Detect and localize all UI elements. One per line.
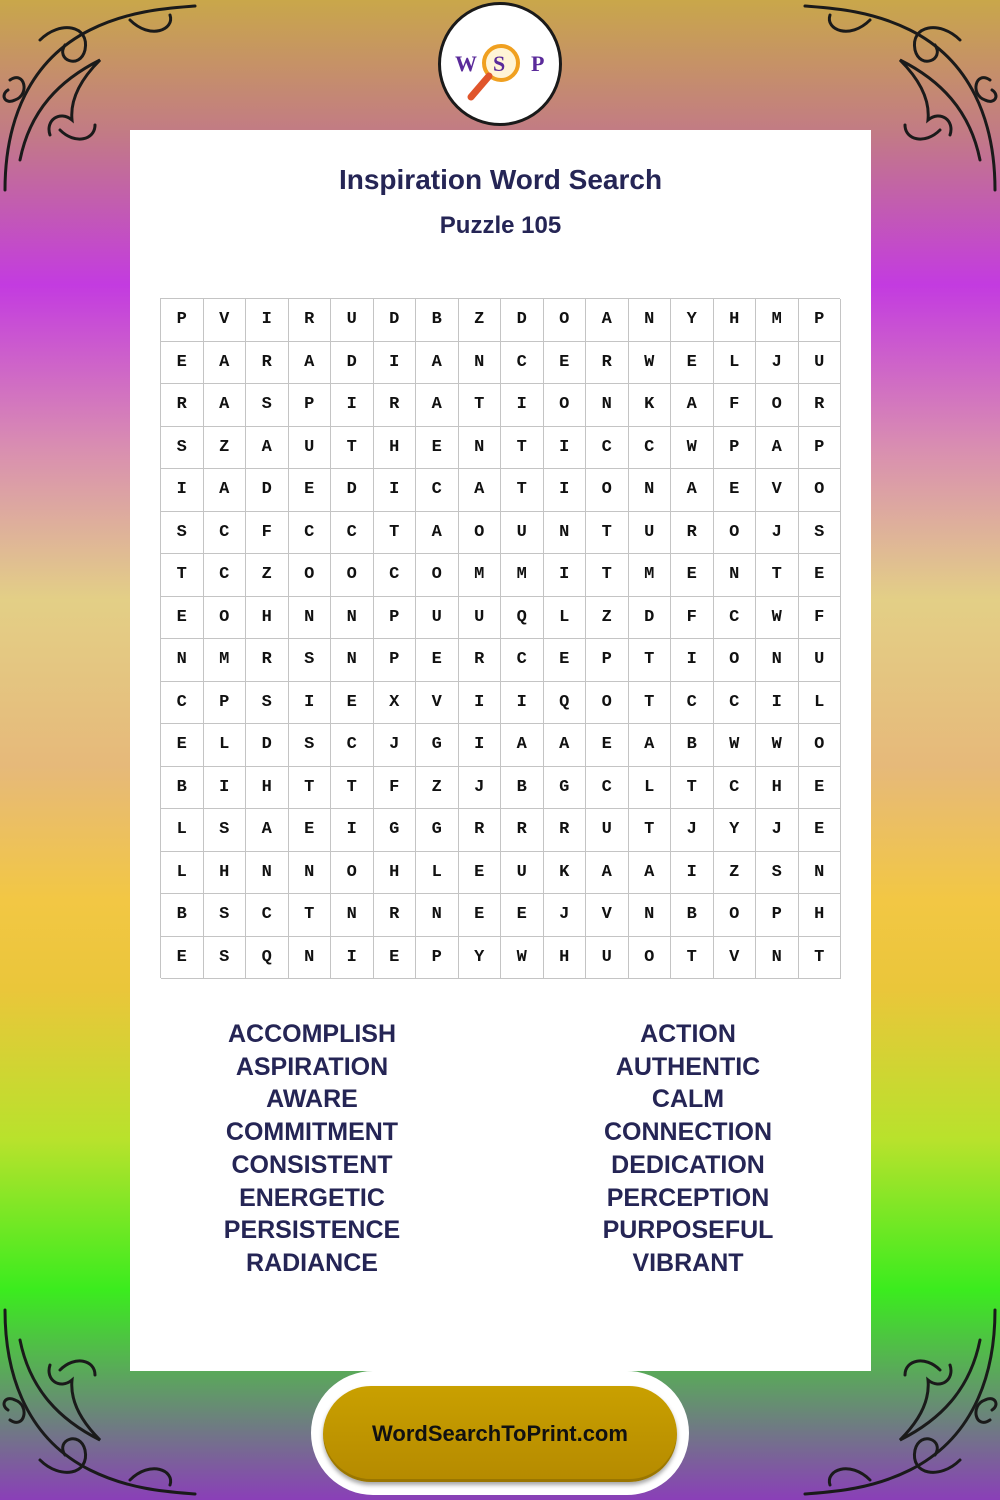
grid-cell: P (586, 639, 629, 682)
grid-cell: R (374, 384, 417, 427)
grid-cell: O (714, 512, 757, 555)
grid-cell: Z (246, 554, 289, 597)
grid-cell: S (204, 894, 247, 937)
grid-cell: S (289, 724, 332, 767)
page-title: Inspiration Word Search (338, 164, 663, 195)
grid-cell: N (799, 852, 842, 895)
grid-cell: I (501, 384, 544, 427)
grid-cell: Y (671, 299, 714, 342)
grid-cell: R (544, 809, 587, 852)
grid-cell: H (544, 937, 587, 980)
grid-cell: P (161, 299, 204, 342)
grid-cell: E (374, 937, 417, 980)
grid-cell: A (629, 724, 672, 767)
grid-cell: Z (586, 597, 629, 640)
grid-cell: U (586, 937, 629, 980)
grid-cell: M (459, 554, 502, 597)
grid-cell: W (714, 724, 757, 767)
word-list-item: CONNECTION (603, 1118, 773, 1147)
word-list-item: PERCEPTION (606, 1183, 770, 1212)
grid-cell: F (714, 384, 757, 427)
grid-cell: G (416, 809, 459, 852)
grid-cell: A (501, 724, 544, 767)
grid-cell: P (799, 299, 842, 342)
word-list-right (538, 1018, 838, 1280)
grid-cell: R (799, 384, 842, 427)
grid-cell: V (714, 937, 757, 980)
grid-cell: O (459, 512, 502, 555)
grid-cell: O (756, 384, 799, 427)
grid-cell: R (501, 809, 544, 852)
grid-cell: S (161, 427, 204, 470)
grid-cell: P (289, 384, 332, 427)
grid-cell: V (756, 469, 799, 512)
grid-cell: C (161, 682, 204, 725)
grid-cell: N (459, 427, 502, 470)
grid-cell: C (586, 767, 629, 810)
grid-cell: D (246, 469, 289, 512)
grid-cell: R (374, 894, 417, 937)
word-list-item: RADIANCE (246, 1248, 378, 1277)
grid-cell: S (799, 512, 842, 555)
grid-cell: E (714, 469, 757, 512)
grid-cell: O (629, 937, 672, 980)
grid-cell: T (459, 384, 502, 427)
grid-cell: J (374, 724, 417, 767)
word-list-item: DEDICATION (611, 1150, 765, 1179)
grid-cell: P (714, 427, 757, 470)
grid-cell: O (416, 554, 459, 597)
grid-cell: T (161, 554, 204, 597)
grid-cell: W (501, 937, 544, 980)
grid-cell: O (586, 682, 629, 725)
grid-cell: N (161, 639, 204, 682)
grid-cell: B (416, 299, 459, 342)
grid-cell: N (714, 554, 757, 597)
grid-cell: U (799, 639, 842, 682)
grid-cell: C (501, 639, 544, 682)
word-list-item: ACCOMPLISH (227, 1020, 397, 1048)
grid-cell: U (289, 427, 332, 470)
grid-cell: T (629, 809, 672, 852)
grid-cell: O (204, 597, 247, 640)
grid-cell: O (331, 852, 374, 895)
grid-cell: I (544, 554, 587, 597)
grid-cell: N (289, 937, 332, 980)
grid-cell: M (629, 554, 672, 597)
grid-cell: I (331, 384, 374, 427)
grid-cell: N (629, 469, 672, 512)
grid-cell: C (331, 724, 374, 767)
grid-cell: P (416, 937, 459, 980)
grid-cell: M (204, 639, 247, 682)
grid-cell: F (799, 597, 842, 640)
grid-cell: P (204, 682, 247, 725)
grid-cell: D (501, 299, 544, 342)
grid-cell: U (459, 597, 502, 640)
grid-cell: N (756, 639, 799, 682)
grid-cell: J (756, 512, 799, 555)
grid-cell: N (331, 639, 374, 682)
grid-cell: T (799, 937, 842, 980)
grid-cell: B (161, 894, 204, 937)
grid-cell: H (756, 767, 799, 810)
grid-cell: O (799, 724, 842, 767)
grid-cell: E (459, 894, 502, 937)
grid-cell: E (799, 809, 842, 852)
grid-cell: E (671, 554, 714, 597)
grid-cell: Z (459, 299, 502, 342)
grid-cell: S (246, 682, 289, 725)
grid-cell: L (799, 682, 842, 725)
grid-cell: O (799, 469, 842, 512)
magnifier-icon (441, 5, 559, 123)
grid-cell: A (246, 427, 289, 470)
grid-cell: E (799, 554, 842, 597)
grid-cell: P (756, 894, 799, 937)
grid-cell: I (671, 639, 714, 682)
grid-cell: E (289, 469, 332, 512)
word-list-item: CONSISTENT (231, 1150, 393, 1179)
grid-cell: J (756, 809, 799, 852)
grid-cell: T (331, 767, 374, 810)
grid-cell: C (586, 427, 629, 470)
grid-cell: U (331, 299, 374, 342)
logo-letter-s: S (493, 51, 506, 76)
grid-cell: S (161, 512, 204, 555)
logo-letter-p: P (531, 51, 545, 76)
puzzle-card (130, 130, 871, 1371)
grid-cell: I (246, 299, 289, 342)
grid-cell: A (459, 469, 502, 512)
grid-cell: U (501, 852, 544, 895)
grid-cell: I (459, 724, 502, 767)
grid-cell: E (161, 937, 204, 980)
grid-cell: L (629, 767, 672, 810)
grid-cell: O (586, 469, 629, 512)
word-list-item: PERSISTENCE (223, 1216, 401, 1245)
grid-cell: D (331, 469, 374, 512)
grid-cell: W (629, 342, 672, 385)
grid-cell: M (501, 554, 544, 597)
grid-cell: V (586, 894, 629, 937)
grid-cell: C (204, 512, 247, 555)
grid-cell: A (586, 852, 629, 895)
grid-cell: E (161, 342, 204, 385)
grid-cell: A (416, 342, 459, 385)
grid-cell: I (501, 682, 544, 725)
grid-cell: H (246, 767, 289, 810)
grid-cell: W (671, 427, 714, 470)
grid-cell: U (416, 597, 459, 640)
grid-cell: Q (246, 937, 289, 980)
grid-cell: G (416, 724, 459, 767)
grid-cell: H (374, 427, 417, 470)
word-list-item: PURPOSEFUL (602, 1216, 774, 1245)
grid-cell: A (671, 384, 714, 427)
grid-cell: E (416, 639, 459, 682)
grid-cell: F (374, 767, 417, 810)
grid-cell: K (629, 384, 672, 427)
grid-cell: L (544, 597, 587, 640)
grid-cell: X (374, 682, 417, 725)
grid-cell: C (714, 767, 757, 810)
grid-cell: N (246, 852, 289, 895)
grid-cell: B (671, 894, 714, 937)
grid-cell: N (586, 384, 629, 427)
grid-cell: U (586, 809, 629, 852)
grid-cell: E (586, 724, 629, 767)
grid-cell: T (756, 554, 799, 597)
word-list-item: ASPIRATION (235, 1052, 389, 1081)
grid-cell: H (374, 852, 417, 895)
grid-cell: N (331, 597, 374, 640)
grid-cell: L (161, 852, 204, 895)
grid-cell: Y (714, 809, 757, 852)
grid-cell: R (671, 512, 714, 555)
grid-cell: U (629, 512, 672, 555)
grid-cell: A (756, 427, 799, 470)
grid-cell: T (289, 894, 332, 937)
grid-cell: P (374, 597, 417, 640)
logo-letter-w: W (455, 51, 477, 76)
grid-cell: I (331, 937, 374, 980)
grid-cell: T (374, 512, 417, 555)
grid-cell: I (204, 767, 247, 810)
grid-cell: C (671, 682, 714, 725)
grid-cell: J (756, 342, 799, 385)
grid-cell: T (331, 427, 374, 470)
grid-cell: F (671, 597, 714, 640)
grid-cell: E (331, 682, 374, 725)
grid-cell: R (459, 639, 502, 682)
grid-cell: E (289, 809, 332, 852)
grid-cell: V (204, 299, 247, 342)
grid-cell: T (629, 639, 672, 682)
grid-cell: C (629, 427, 672, 470)
grid-cell: A (586, 299, 629, 342)
grid-cell: B (501, 767, 544, 810)
grid-cell: F (246, 512, 289, 555)
grid-cell: T (671, 767, 714, 810)
word-list-item: ENERGETIC (239, 1183, 385, 1212)
grid-cell: C (289, 512, 332, 555)
grid-cell: N (289, 852, 332, 895)
grid-cell: S (289, 639, 332, 682)
grid-cell: O (714, 639, 757, 682)
grid-cell: U (501, 512, 544, 555)
grid-cell: I (544, 427, 587, 470)
grid-cell: S (246, 384, 289, 427)
grid-cell: T (671, 937, 714, 980)
grid-cell: D (246, 724, 289, 767)
word-list-item: COMMITMENT (225, 1118, 399, 1147)
grid-cell: T (289, 767, 332, 810)
word-list-left (162, 1018, 462, 1280)
grid-cell: M (756, 299, 799, 342)
grid-cell: N (331, 894, 374, 937)
site-logo[interactable] (438, 2, 562, 126)
grid-cell: J (671, 809, 714, 852)
grid-cell: J (459, 767, 502, 810)
grid-cell: J (544, 894, 587, 937)
grid-cell: Q (544, 682, 587, 725)
grid-cell: O (331, 554, 374, 597)
grid-cell: W (756, 597, 799, 640)
grid-cell: C (246, 894, 289, 937)
grid-cell: L (416, 852, 459, 895)
grid-cell: E (799, 767, 842, 810)
grid-cell: T (501, 469, 544, 512)
grid-cell: W (756, 724, 799, 767)
grid-cell: I (756, 682, 799, 725)
grid-cell: C (501, 342, 544, 385)
grid-cell: A (204, 384, 247, 427)
grid-cell: I (331, 809, 374, 852)
grid-cell: N (416, 894, 459, 937)
grid-cell: T (586, 554, 629, 597)
grid-cell: Z (416, 767, 459, 810)
grid-cell: S (204, 937, 247, 980)
puzzle-number: Puzzle 105 (439, 212, 562, 239)
grid-cell: N (289, 597, 332, 640)
grid-cell: A (204, 469, 247, 512)
grid-cell: Q (501, 597, 544, 640)
grid-cell: D (374, 299, 417, 342)
grid-cell: I (289, 682, 332, 725)
grid-cell: H (246, 597, 289, 640)
grid-cell: E (416, 427, 459, 470)
grid-cell: E (544, 342, 587, 385)
grid-cell: N (629, 894, 672, 937)
grid-cell: L (204, 724, 247, 767)
grid-cell: O (289, 554, 332, 597)
grid-cell: C (714, 597, 757, 640)
grid-cell: I (544, 469, 587, 512)
grid-cell: B (161, 767, 204, 810)
grid-cell: N (544, 512, 587, 555)
word-list-item: AWARE (266, 1085, 358, 1114)
word-list-item: CALM (651, 1085, 725, 1114)
grid-cell: Z (714, 852, 757, 895)
grid-cell: N (459, 342, 502, 385)
grid-cell: A (289, 342, 332, 385)
grid-cell: O (544, 299, 587, 342)
grid-cell: E (161, 724, 204, 767)
grid-cell: E (459, 852, 502, 895)
grid-cell: Y (459, 937, 502, 980)
grid-cell: L (161, 809, 204, 852)
grid-cell: H (714, 299, 757, 342)
grid-cell: E (671, 342, 714, 385)
grid-cell: R (246, 639, 289, 682)
grid-cell: A (246, 809, 289, 852)
grid-cell: C (331, 512, 374, 555)
grid-cell: A (416, 512, 459, 555)
grid-cell: T (586, 512, 629, 555)
grid-cell: T (501, 427, 544, 470)
grid-cell: H (799, 894, 842, 937)
grid-cell: D (629, 597, 672, 640)
grid-cell: D (331, 342, 374, 385)
word-list-item: VIBRANT (632, 1248, 744, 1277)
word-list-item: ACTION (640, 1020, 736, 1048)
grid-cell: C (204, 554, 247, 597)
grid-cell: V (416, 682, 459, 725)
grid-cell: R (289, 299, 332, 342)
grid-cell: C (416, 469, 459, 512)
grid-cell: A (544, 724, 587, 767)
grid-cell: Z (204, 427, 247, 470)
grid-cell: U (799, 342, 842, 385)
grid-cell: A (416, 384, 459, 427)
grid-cell: S (756, 852, 799, 895)
grid-cell: N (629, 299, 672, 342)
grid-cell: C (714, 682, 757, 725)
grid-cell: O (544, 384, 587, 427)
grid-cell: P (374, 639, 417, 682)
grid-cell: I (161, 469, 204, 512)
grid-cell: L (714, 342, 757, 385)
footer-site-link[interactable]: WordSearchToPrint.com (323, 1386, 677, 1482)
grid-cell: N (756, 937, 799, 980)
grid-cell: H (204, 852, 247, 895)
grid-cell: E (544, 639, 587, 682)
grid-cell: G (544, 767, 587, 810)
grid-cell: S (204, 809, 247, 852)
grid-cell: A (629, 852, 672, 895)
grid-cell: E (161, 597, 204, 640)
grid-cell: B (671, 724, 714, 767)
grid-cell: R (246, 342, 289, 385)
word-list-item: AUTHENTIC (615, 1052, 761, 1081)
grid-cell: G (374, 809, 417, 852)
grid-cell: R (459, 809, 502, 852)
grid-cell: T (629, 682, 672, 725)
grid-cell: O (714, 894, 757, 937)
grid-cell: R (586, 342, 629, 385)
grid-cell: K (544, 852, 587, 895)
grid-cell: P (799, 427, 842, 470)
grid-cell: I (671, 852, 714, 895)
letter-grid (160, 298, 840, 978)
grid-cell: A (671, 469, 714, 512)
grid-cell: I (459, 682, 502, 725)
grid-cell: C (374, 554, 417, 597)
grid-cell: R (161, 384, 204, 427)
grid-cell: E (501, 894, 544, 937)
grid-cell: A (204, 342, 247, 385)
grid-cell: I (374, 469, 417, 512)
grid-cell: I (374, 342, 417, 385)
